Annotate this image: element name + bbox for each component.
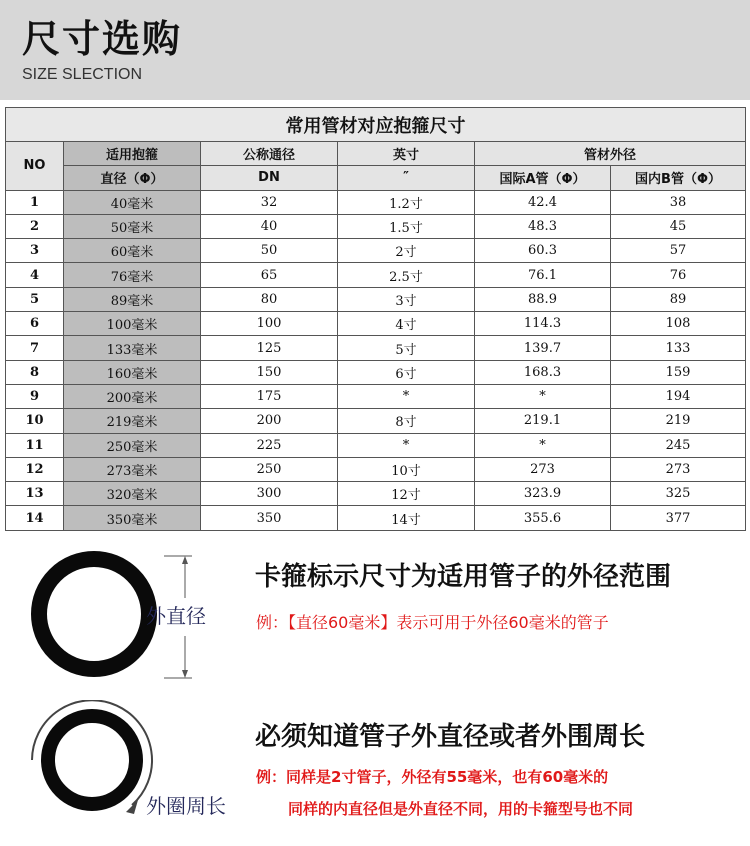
cell-clamp: 50毫米	[64, 214, 201, 238]
cell-no: 2	[6, 214, 64, 238]
cell-outer-a: *	[475, 384, 611, 408]
cell-inch: 14寸	[338, 506, 475, 530]
cell-no: 6	[6, 312, 64, 336]
cell-dn: 350	[201, 506, 338, 530]
header-nominal: 公称通径	[201, 142, 338, 166]
table-row	[6, 263, 746, 287]
cell-dn: 300	[201, 482, 338, 506]
cell-clamp: 200毫米	[64, 384, 201, 408]
cell-clamp: 273毫米	[64, 457, 201, 481]
cell-outer-b: 273	[611, 457, 746, 481]
cell-outer-b: 57	[611, 239, 746, 263]
circumference-label: 外圈周长	[146, 794, 226, 818]
cell-outer-a: 219.1	[475, 409, 611, 433]
cell-inch: 1.5寸	[338, 214, 475, 238]
cell-dn: 100	[201, 312, 338, 336]
cell-outer-b: 133	[611, 336, 746, 360]
example-circumference-line2: 同样的内直径但是外直径不同，用的卡箍型号也不同	[288, 800, 634, 818]
cell-inch: 2.5寸	[338, 263, 475, 287]
table-row	[6, 312, 746, 336]
cell-clamp: 250毫米	[64, 433, 201, 457]
cell-outer-b: 194	[611, 384, 746, 408]
cell-outer-a: 355.6	[475, 506, 611, 530]
table-row	[6, 457, 746, 481]
outer-diameter-label: 外直径	[146, 604, 206, 628]
cell-outer-a: 323.9	[475, 482, 611, 506]
cell-clamp: 40毫米	[64, 190, 201, 214]
cell-no: 5	[6, 287, 64, 311]
cell-no: 12	[6, 457, 64, 481]
cell-inch: 5寸	[338, 336, 475, 360]
cell-no: 9	[6, 384, 64, 408]
cell-outer-b: 219	[611, 409, 746, 433]
cell-inch: 10寸	[338, 457, 475, 481]
cell-inch: 6寸	[338, 360, 475, 384]
example-diameter: 例：【直径60毫米】表示可用于外径60毫米的管子	[256, 613, 609, 632]
header-outer: 管材外径	[475, 142, 746, 166]
cell-inch: 3寸	[338, 287, 475, 311]
headline-size-meaning: 卡箍标示尺寸为适用管子的外径范围	[255, 562, 672, 592]
cell-dn: 250	[201, 457, 338, 481]
size-table	[5, 107, 746, 531]
cell-outer-a: 139.7	[475, 336, 611, 360]
cell-inch: *	[338, 384, 475, 408]
cell-outer-a: *	[475, 433, 611, 457]
cell-clamp: 60毫米	[64, 239, 201, 263]
cell-clamp: 320毫米	[64, 482, 201, 506]
table-body	[6, 190, 746, 530]
cell-outer-a: 60.3	[475, 239, 611, 263]
header-banner	[0, 0, 750, 100]
table-row	[6, 214, 746, 238]
cell-inch: 1.2寸	[338, 190, 475, 214]
table-caption: 常用管材对应抱箍尺寸	[6, 108, 746, 142]
cell-clamp: 350毫米	[64, 506, 201, 530]
cell-outer-b: 89	[611, 287, 746, 311]
table-row	[6, 287, 746, 311]
header-outer-b: 国内B管（Φ）	[611, 166, 746, 190]
cell-outer-a: 273	[475, 457, 611, 481]
page-subtitle: SIZE SLECTION	[22, 66, 143, 83]
header-outer-a: 国际A管（Φ）	[475, 166, 611, 190]
cell-inch: *	[338, 433, 475, 457]
table-row	[6, 360, 746, 384]
table-row	[6, 506, 746, 530]
table-row	[6, 384, 746, 408]
table-row	[6, 433, 746, 457]
cell-dn: 150	[201, 360, 338, 384]
cell-clamp: 89毫米	[64, 287, 201, 311]
header-clamp-sub: 直径（Φ）	[64, 166, 201, 190]
cell-dn: 225	[201, 433, 338, 457]
cell-dn: 175	[201, 384, 338, 408]
cell-outer-b: 245	[611, 433, 746, 457]
headline-measure-hint: 必须知道管子外直径或者外围周长	[255, 722, 646, 752]
header-clamp: 适用抱箍	[64, 142, 201, 166]
cell-no: 4	[6, 263, 64, 287]
cell-inch: 4寸	[338, 312, 475, 336]
info-section	[0, 540, 750, 846]
table-row	[6, 336, 746, 360]
cell-outer-b: 45	[611, 214, 746, 238]
cell-outer-a: 76.1	[475, 263, 611, 287]
cell-outer-a: 88.9	[475, 287, 611, 311]
cell-clamp: 133毫米	[64, 336, 201, 360]
table-row	[6, 190, 746, 214]
cell-no: 13	[6, 482, 64, 506]
cell-dn: 50	[201, 239, 338, 263]
header-no: NO	[6, 142, 64, 191]
cell-outer-a: 114.3	[475, 312, 611, 336]
cell-no: 1	[6, 190, 64, 214]
cell-inch: 12寸	[338, 482, 475, 506]
cell-no: 3	[6, 239, 64, 263]
cell-dn: 65	[201, 263, 338, 287]
cell-dn: 200	[201, 409, 338, 433]
example-circumference-line1: 例：同样是2寸管子，外径有55毫米，也有60毫米的	[256, 768, 609, 786]
cell-outer-b: 76	[611, 263, 746, 287]
cell-clamp: 219毫米	[64, 409, 201, 433]
cell-no: 14	[6, 506, 64, 530]
cell-dn: 32	[201, 190, 338, 214]
cell-dn: 40	[201, 214, 338, 238]
cell-outer-b: 159	[611, 360, 746, 384]
header-inch: 英寸	[338, 142, 475, 166]
cell-dn: 80	[201, 287, 338, 311]
cell-no: 7	[6, 336, 64, 360]
cell-dn: 125	[201, 336, 338, 360]
cell-clamp: 100毫米	[64, 312, 201, 336]
header-inch-sub: ″	[338, 166, 475, 190]
cell-inch: 8寸	[338, 409, 475, 433]
cell-outer-b: 38	[611, 190, 746, 214]
table-row	[6, 482, 746, 506]
cell-outer-b: 325	[611, 482, 746, 506]
cell-outer-b: 377	[611, 506, 746, 530]
cell-outer-b: 108	[611, 312, 746, 336]
cell-no: 8	[6, 360, 64, 384]
cell-outer-a: 48.3	[475, 214, 611, 238]
header-nominal-sub: DN	[201, 166, 338, 190]
cell-no: 10	[6, 409, 64, 433]
cell-clamp: 160毫米	[64, 360, 201, 384]
table-row	[6, 409, 746, 433]
cell-outer-a: 168.3	[475, 360, 611, 384]
cell-inch: 2寸	[338, 239, 475, 263]
size-table-container	[5, 107, 745, 531]
cell-no: 11	[6, 433, 64, 457]
page-title: 尺寸选购	[22, 17, 183, 61]
table-row	[6, 239, 746, 263]
cell-outer-a: 42.4	[475, 190, 611, 214]
cell-clamp: 76毫米	[64, 263, 201, 287]
